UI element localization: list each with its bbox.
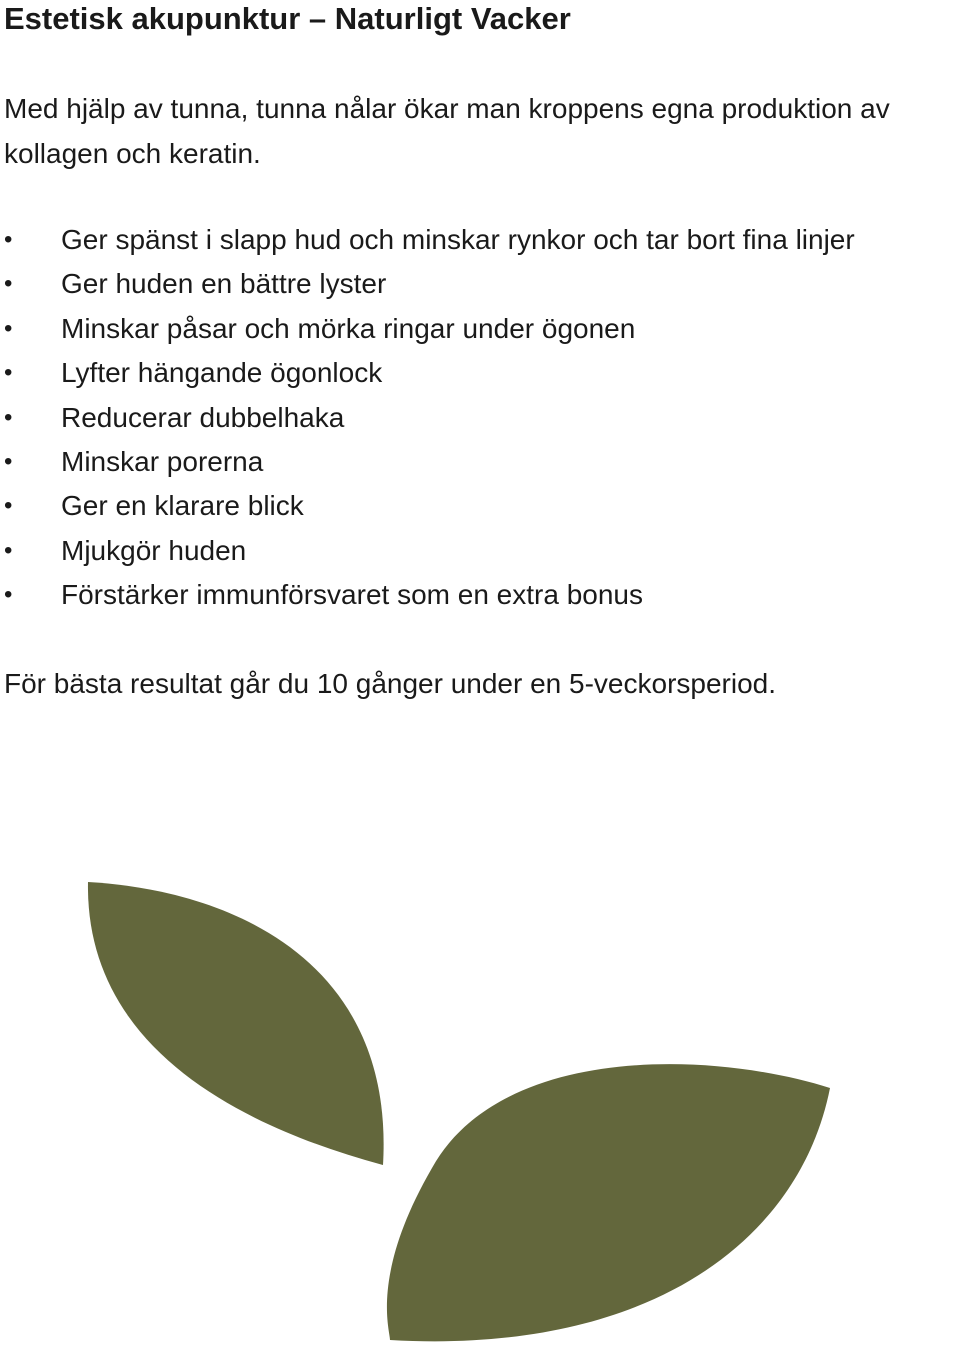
benefit-text: Reducerar dubbelhaka [61,401,345,433]
outro-paragraph: För bästa resultat går du 10 gånger under en 5-veckorsperiod. [4,668,777,699]
intro-paragraph: Med hjälp av tunna, tunna nålar ökar man kroppens egna produktion av kollagen och keratin. [4,93,890,169]
page-title: Estetisk akupunktur – Naturligt Vacker [4,1,571,36]
benefit-text: Ger huden en bättre lyster [61,268,387,300]
bullet-icon: • [4,581,13,609]
benefit-text: Lyfter hängande ögonlock [61,357,383,389]
benefit-text: Minskar påsar och mörka ringar under ögonen [61,312,636,344]
bullet-icon: • [4,403,13,431]
leaf-icon [387,1064,830,1341]
bullet-icon: • [4,270,13,298]
benefit-text: Förstärker immunförsvaret som en extra bonus [61,579,643,611]
bullet-icon: • [4,536,13,564]
leaf-icon [88,882,384,1165]
bullet-icon: • [4,447,13,475]
bullet-icon: • [4,226,13,253]
benefit-text: Mjukgör huden [61,534,247,566]
benefit-text: Minskar porerna [61,445,264,477]
benefit-text: Ger en klarare blick [61,490,304,522]
benefit-text: Ger spänst i slapp hud och minskar rynkor och tar bort fina linjer [61,224,855,255]
bullet-icon: • [4,359,13,387]
bullet-icon: • [4,492,13,520]
bullet-icon: • [4,314,13,342]
